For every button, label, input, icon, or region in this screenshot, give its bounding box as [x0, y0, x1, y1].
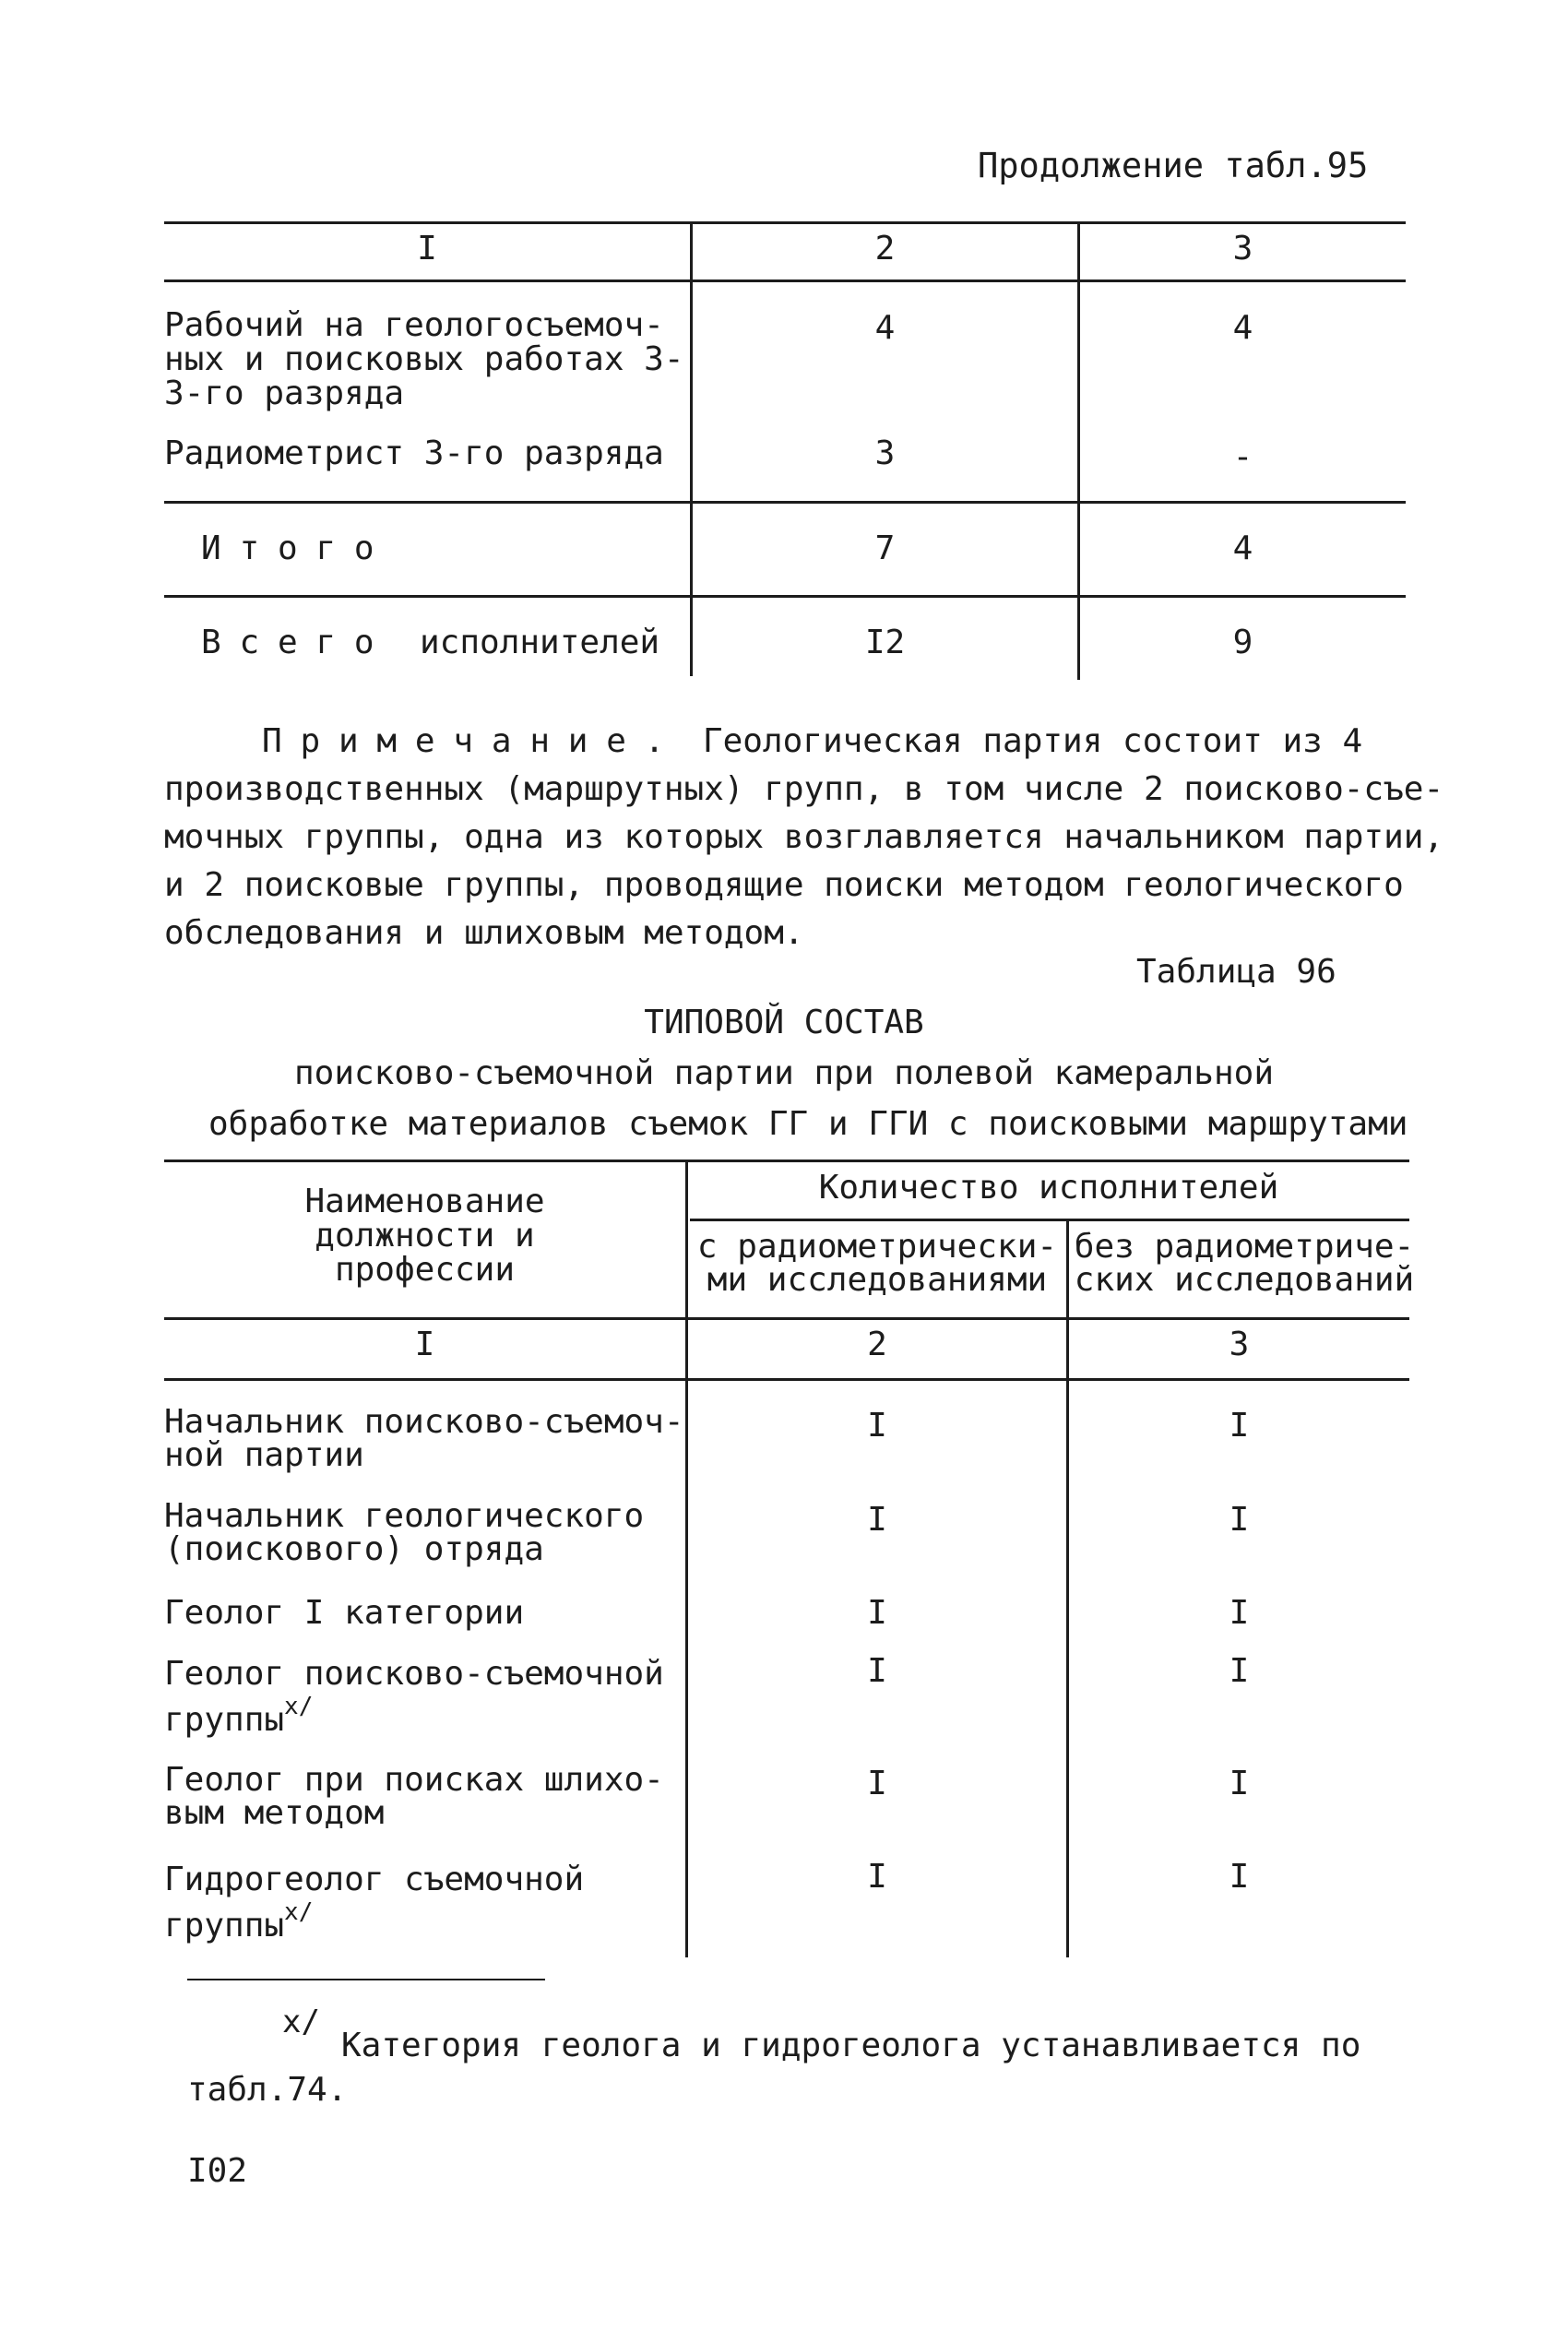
row-col3-value: I: [1229, 1858, 1250, 1896]
header-col2: [688, 1228, 1066, 1299]
note-line: Геологическая партия состоит из 4: [702, 722, 1363, 760]
header-col2-line: с радиометрически-: [696, 1228, 1058, 1266]
footnote-marker: x/: [284, 1897, 314, 1926]
col-number-2: 2: [874, 230, 896, 268]
table-96-subheading-1: поисково-съемочной партии при полевой камеральной: [293, 1054, 1275, 1092]
row-name-line: Геолог поисково-съемочной: [164, 1655, 664, 1693]
row-col3-value: I: [1229, 1765, 1250, 1802]
row-col2-value: 3: [874, 434, 896, 472]
subtotal-label: Итого: [201, 529, 393, 567]
footnote-mark: x/: [282, 2004, 320, 2040]
table-96-heading: ТИПОВОЙ СОСТАВ: [644, 1004, 924, 1041]
subtotal-col3: 4: [1232, 529, 1253, 567]
row-col3-value: 4: [1232, 309, 1253, 347]
col-number-1: I: [417, 230, 437, 268]
header-name: [164, 1184, 685, 1287]
footnote-separator: [187, 1979, 545, 1980]
table-95-subtotal-rule: [164, 501, 1406, 504]
row-name-line: Рабочий на геологосъемоч-: [164, 306, 664, 344]
note-line: мочных группы, одна из которых возглавляется начальником партии,: [164, 818, 1444, 856]
col-number-2: 2: [867, 1326, 887, 1363]
table-96-count-rule: [690, 1219, 1409, 1221]
header-name-line: Наименование: [304, 1183, 545, 1220]
table-96-header-rule: [164, 1317, 1409, 1320]
note-paragraph: [164, 718, 1444, 957]
row-col3-value: I: [1229, 1652, 1250, 1690]
col-number-3: 3: [1232, 230, 1253, 268]
col-number-1: I: [414, 1326, 435, 1363]
row-name: Радиометрист 3-го разряда: [164, 434, 664, 472]
row-name-line: (поискового) отряда: [164, 1530, 544, 1568]
table-95-top-rule: [164, 221, 1406, 224]
row-col2-value: I: [867, 1594, 887, 1632]
header-col3-line: ских исследований: [1074, 1261, 1415, 1299]
row-name-line: группы: [164, 1907, 285, 1944]
row-name: [164, 1497, 645, 1568]
row-col2-value: I: [867, 1858, 887, 1896]
row-name: Геолог I категории: [164, 1594, 525, 1632]
continuation-label: Продолжение табл.95: [978, 146, 1369, 185]
total-col3: 9: [1232, 624, 1253, 661]
note-label: Примечание.: [262, 722, 683, 760]
table-96-top-rule: [164, 1160, 1409, 1162]
header-col2-line: ми исследованиями: [707, 1261, 1048, 1299]
row-name: [164, 308, 684, 410]
row-name-line: Гидрогеолог съемочной: [164, 1861, 585, 1898]
row-name-line: Геолог при поисках шлихо-: [164, 1761, 664, 1799]
row-name-line: ных и поисковых работах 3-: [164, 340, 684, 378]
subtotal-col2: 7: [874, 529, 896, 567]
total-label-word1: Всего: [201, 624, 393, 661]
row-name-line: Начальник поисково-съемоч-: [164, 1403, 684, 1441]
row-name-line: ной партии: [164, 1436, 364, 1474]
row-name: [164, 1651, 664, 1743]
row-col2-value: I: [867, 1652, 887, 1690]
row-col2-value: I: [867, 1501, 887, 1539]
total-label-word2: исполнителей: [420, 624, 660, 661]
table-96-colnum-rule: [164, 1378, 1409, 1381]
row-name-line: 3-го разряда: [164, 375, 405, 412]
note-line: производственных (маршрутных) групп, в том числе 2 поисково-съе-: [164, 770, 1444, 808]
row-name-line: Начальник геологического: [164, 1497, 645, 1535]
row-name: [164, 1857, 584, 1949]
header-count: Количество исполнителей: [818, 1169, 1279, 1207]
header-col3: [1069, 1228, 1420, 1299]
row-col3-value: I: [1229, 1501, 1250, 1539]
row-col2-value: I: [867, 1765, 887, 1802]
row-col3-value: I: [1229, 1594, 1250, 1632]
footnote-text-line2: табл.74.: [187, 2071, 348, 2109]
row-col2-value: 4: [874, 309, 896, 347]
table-96-subheading-2: обработке материалов съемок ГГ и ГГИ с поисковыми маршрутами: [208, 1105, 1408, 1143]
total-col2: I2: [864, 624, 906, 661]
footnote-marker: x/: [284, 1692, 314, 1720]
note-line: обследования и шлиховым методом.: [164, 914, 804, 952]
table-95-header-rule: [164, 279, 1406, 282]
table-95-total-rule: [164, 595, 1406, 598]
row-name: [164, 1761, 664, 1832]
header-col3-line: без радиометриче-: [1074, 1228, 1415, 1266]
note-line: и 2 поисковые группы, проводящие поиски методом геологического: [164, 866, 1404, 904]
row-name-line: вым методом: [164, 1794, 385, 1832]
footnote-text-line1: Категория геолога и гидрогеолога устанавливается по: [341, 2027, 1361, 2064]
row-name-line: группы: [164, 1701, 285, 1739]
row-col3-value: I: [1229, 1407, 1250, 1445]
header-name-line: профессии: [334, 1251, 516, 1289]
col-number-3: 3: [1229, 1326, 1250, 1363]
table-96-number: Таблица 96: [1136, 953, 1336, 991]
row-col3-value: -: [1232, 438, 1253, 476]
row-name: [164, 1403, 684, 1474]
header-name-line: должности и: [315, 1217, 535, 1255]
page-number: I02: [187, 2152, 248, 2190]
row-col2-value: I: [867, 1407, 887, 1445]
